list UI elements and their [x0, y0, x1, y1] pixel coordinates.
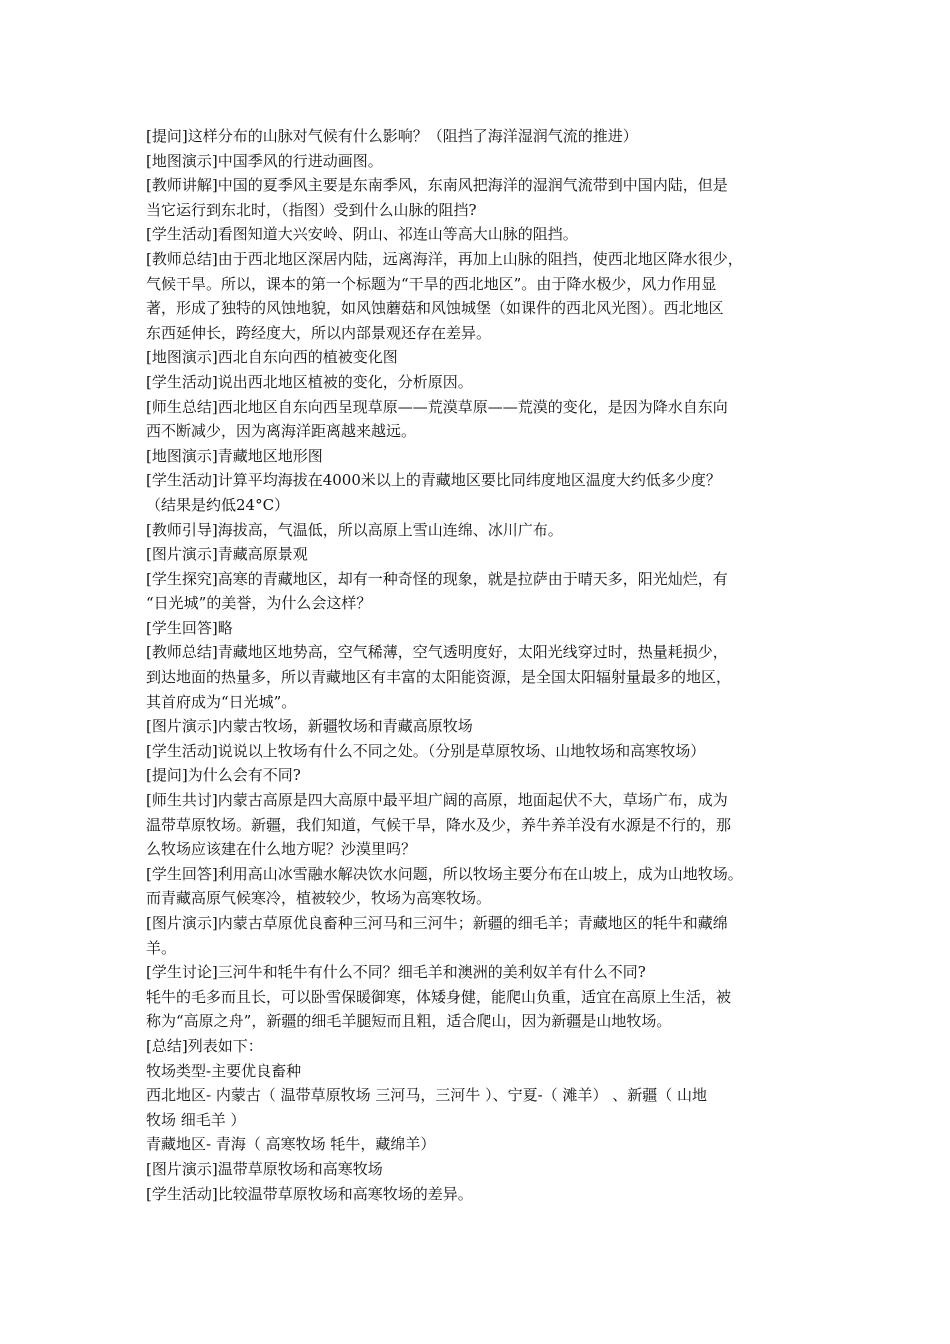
text-line: 羊。	[146, 938, 177, 957]
text-line: [师生共讨]内蒙古高原是四大高原中最平坦广阔的高原，地面起伏不大，草场广布，成为	[146, 791, 728, 810]
text-line: [总结]列表如下：	[146, 1036, 263, 1055]
text-line: （结果是约低24°C）	[146, 495, 290, 514]
text-line: [地图演示]中国季风的行进动画图。	[146, 151, 383, 170]
text-line: [教师讲解]中国的夏季风主要是东南季风，东南风把海洋的湿润气流带到中国内陆，但是	[146, 176, 728, 195]
text-line: 到达地面的热量多，所以青藏地区有丰富的太阳能资源，是全国太阳辐射量最多的地区，	[146, 668, 732, 687]
text-line: 其首府成为“日光城”。	[146, 692, 297, 711]
text-line: [图片演示]青藏高原景观	[146, 545, 308, 564]
text-line: 温带草原牧场。新疆，我们知道，气候干旱，降水及少，养牛养羊没有水源是不行的，那	[146, 815, 732, 834]
text-line: 牦牛的毛多而且长，可以卧雪保暖御寒，体矮身健，能爬山负重，适宜在高原上生活，被	[146, 987, 732, 1006]
text-line: [学生活动]看图知道大兴安岭、阴山、祁连山等高大山脉的阻挡。	[146, 225, 578, 244]
text-line: 东西延伸长，跨经度大，所以内部景观还存在差异。	[146, 323, 492, 342]
document-body	[146, 124, 812, 1206]
text-line: 西北地区- 内蒙古（ 温带草原牧场 三河马，三河牛 ）、宁夏-（ 滩羊） 、新疆（ 山地	[146, 1086, 708, 1105]
text-line: 牧场类型-主要优良畜种	[146, 1061, 302, 1080]
text-line: [教师总结]青藏地区地势高，空气稀薄，空气透明度好，太阳光线穿过时，热量耗损少，	[146, 643, 728, 662]
text-line: 而青藏高原气候寒冷，植被较少，牧场为高寒牧场。	[146, 889, 492, 908]
text-line: 西不断减少，因为离海洋距离越来越远。	[146, 422, 417, 441]
text-line: “日光城”的美誉，为什么会这样？	[146, 594, 372, 613]
text-line: [学生活动]计算平均海拔在4000米以上的青藏地区要比同纬度地区温度大约低多少度？	[146, 471, 721, 490]
text-line: [学生讨论]三河牛和牦牛有什么不同？细毛羊和澳洲的美利奴羊有什么不同?	[146, 963, 646, 982]
text-line: [教师总结]由于西北地区深居内陆，远离海洋，再加上山脉的阻挡，使西北地区降水很少，	[146, 249, 743, 268]
text-line: [学生探究]高寒的青藏地区，却有一种奇怪的现象，就是拉萨由于晴天多，阳光灿烂，有	[146, 569, 728, 588]
text-line: [学生活动]说出西北地区植被的变化，分析原因。	[146, 372, 473, 391]
text-line: [地图演示]青藏地区地形图	[146, 446, 323, 465]
text-line: [提问]为什么会有不同?	[146, 766, 301, 785]
text-line: 称为“高原之舟”，新疆的细毛羊腿短而且粗，适合爬山，因为新疆是山地牧场。	[146, 1012, 672, 1031]
text-line: [师生总结]西北地区自东向西呈现草原——荒漠草原——荒漠的变化，是因为降水自东向	[146, 397, 728, 416]
text-line: 气候干旱。所以，课本的第一个标题为“干旱的西北地区”。由于降水极少，风力作用显	[146, 274, 717, 293]
text-line: 青藏地区- 青海（ 高寒牧场 牦牛，藏绵羊）	[146, 1135, 436, 1154]
text-line: [图片演示]温带草原牧场和高寒牧场	[146, 1159, 383, 1178]
text-line: 么牧场应该建在什么地方呢？沙漠里吗？	[146, 840, 417, 859]
text-line: [教师引导]海拔高，气温低，所以高原上雪山连绵、冰川广布。	[146, 520, 563, 539]
text-line: [学生回答]利用高山冰雪融水解决饮水问题，所以牧场主要分布在山坡上，成为山地牧场。	[146, 864, 743, 883]
text-line: [图片演示]内蒙古牧场，新疆牧场和青藏高原牧场	[146, 717, 473, 736]
text-line: [提问]这样分布的山脉对气候有什么影响？（阻挡了海洋湿润气流的推进）	[146, 127, 638, 145]
text-line: [学生活动]比较温带草原牧场和高寒牧场的差异。	[146, 1184, 473, 1203]
text-line: [图片演示]内蒙古草原优良畜种三河马和三河牛；新疆的细毛羊；青藏地区的牦牛和藏绵	[146, 914, 728, 932]
text-line: [地图演示]西北自东向西的植被变化图	[146, 348, 398, 367]
text-line: 著，形成了独特的风蚀地貌，如风蚀蘑菇和风蚀城堡（如课件的西北风光图）。西北地区	[146, 299, 724, 318]
text-line: [学生活动]说说以上牧场有什么不同之处。（分别是草原牧场、山地牧场和高寒牧场）	[146, 741, 706, 760]
text-line: 牧场 细毛羊 ）	[146, 1110, 246, 1129]
text-line: [学生回答]略	[146, 618, 233, 637]
text-line: 当它运行到东北时，（指图）受到什么山脉的阻挡?	[146, 200, 477, 219]
